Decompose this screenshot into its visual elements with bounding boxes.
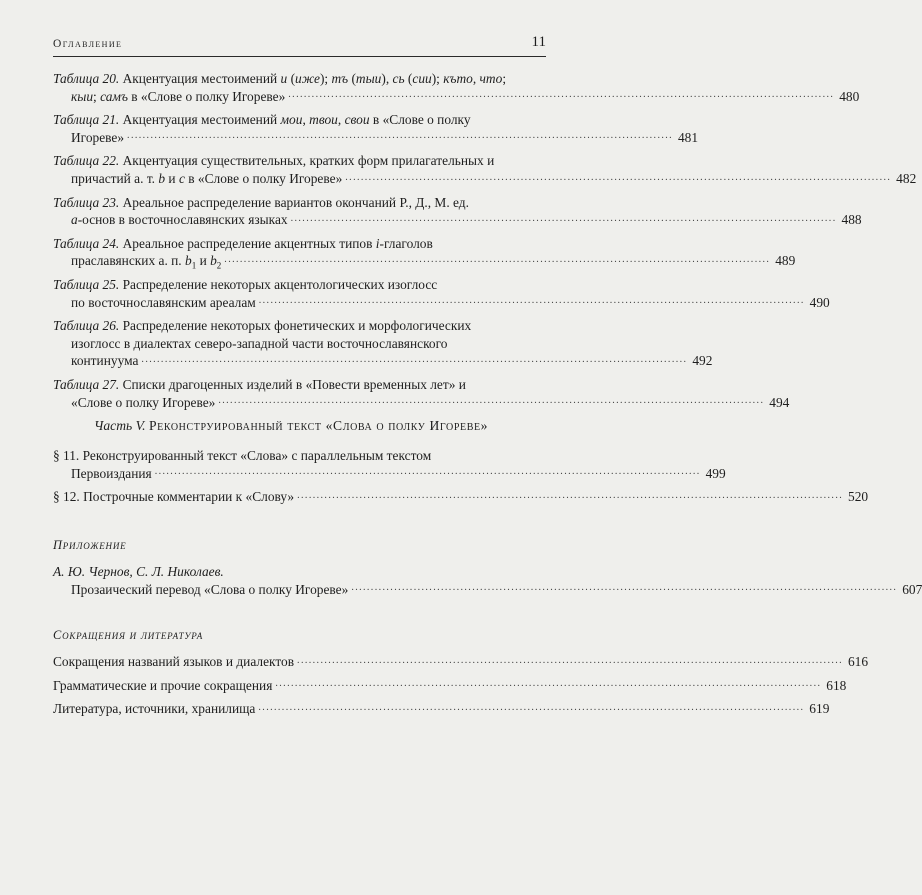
entry-page: 494 <box>769 394 790 410</box>
subscript-run: 1 <box>191 261 197 272</box>
text-run: Акцентуация существительных, кратких форм прилагательных и <box>119 153 495 169</box>
leader-dots: ............................................................................................................................................ <box>127 130 674 142</box>
abbreviations-heading: Сокращения и литература <box>53 628 204 642</box>
text-run: ); <box>319 71 332 86</box>
entry-page: 492 <box>692 353 713 369</box>
table-label: Таблица 20. <box>53 71 120 86</box>
entry-line: § 12. Построчные комментарии к «Слову» <box>53 489 295 505</box>
text-run: континуума <box>71 353 139 369</box>
toc-entry-table-22[interactable] <box>53 152 917 187</box>
italic-run: и <box>280 71 288 86</box>
italic-run: тыи <box>355 71 382 86</box>
italic-run: c <box>178 170 185 186</box>
text-run: Акцентуация местоимений <box>119 71 281 86</box>
toc-entry-table-21[interactable] <box>53 111 699 146</box>
toc-entry-abbr-2[interactable] <box>53 677 847 695</box>
entry-page: 607 <box>902 581 922 597</box>
entry-line: Грамматические и прочие сокращения <box>53 677 273 693</box>
entry-line <box>53 194 548 212</box>
leader-dots: ............................................................................................................................................ <box>258 701 805 713</box>
entry-page: 488 <box>841 212 862 228</box>
text-run: Распределение некоторых акцентологических изоглосс <box>119 276 438 292</box>
leader-dots: ............................................................................................................................................ <box>154 466 701 478</box>
entry-line <box>71 211 288 229</box>
entry-page: 616 <box>847 654 869 669</box>
toc-entry-table-26[interactable] <box>53 317 713 370</box>
italic-run: кыи <box>71 88 94 104</box>
text-run: праславянских а. п. <box>71 253 186 269</box>
part-title: Реконструированный текст «Слова о полку Игореве» <box>148 418 489 433</box>
italic-run: иже <box>295 71 320 86</box>
entry-line <box>71 88 285 106</box>
italic-run: сь <box>392 71 405 86</box>
entry-line: Первоиздания <box>71 465 152 481</box>
text-run: изоглосс в диалектах северо-западной части восточнославянского <box>71 335 448 351</box>
text-run: Распределение некоторых фонетических и морфологических <box>119 318 472 334</box>
entry-page: 482 <box>896 170 917 186</box>
italic-run: b <box>210 253 217 269</box>
italic-run: твои <box>309 112 338 128</box>
text-run: ; <box>502 71 507 86</box>
abbreviations-list <box>53 653 869 724</box>
text-run: в «Слове о полку Игореве» <box>184 170 343 186</box>
leader-dots: ............................................................................................................................................ <box>290 212 837 224</box>
entry-page: 619 <box>809 701 830 717</box>
text-run: и <box>196 253 211 269</box>
toc-entry-abbr-1[interactable] <box>53 653 869 671</box>
toc-entry-abbr-3[interactable] <box>53 700 830 718</box>
entry-line: Сокращения названий языков и диалектов <box>53 654 295 669</box>
italic-run: свои <box>344 112 370 128</box>
toc-entry-table-24[interactable] <box>53 235 796 272</box>
italic-run: b <box>185 253 192 269</box>
running-head <box>53 34 546 57</box>
leader-dots: ............................................................................................................................................ <box>351 582 898 594</box>
text-run: ( <box>287 71 296 86</box>
text-run: Акцентуация местоимений <box>119 112 281 128</box>
entry-line <box>53 376 548 394</box>
entry-page: 618 <box>826 677 847 693</box>
entry-line <box>53 235 548 253</box>
toc-entry-table-25[interactable] <box>53 276 830 311</box>
entry-line <box>71 170 342 188</box>
italic-run: i <box>375 235 380 251</box>
toc-entry-section-11[interactable] <box>53 447 726 482</box>
text-run: , <box>302 112 310 128</box>
italic-run: что <box>479 71 503 86</box>
table-label: Таблица 25. <box>53 276 120 292</box>
leader-dots: ............................................................................................................................................ <box>258 295 805 307</box>
text-run: , <box>337 112 345 128</box>
entry-line: § 11. Реконструированный текст «Слова» с параллельным текстом <box>53 448 432 463</box>
leader-dots: ............................................................................................................................................ <box>224 253 771 265</box>
toc-entry-section-12[interactable] <box>53 488 869 506</box>
entry-line: Литература, источники, хранилища <box>53 701 256 717</box>
text-run: Ареальное распределение вариантов окончаний Р., Д., М. ед. <box>119 194 469 210</box>
entry-page: 480 <box>839 88 860 104</box>
table-label: Таблица 24. <box>53 235 120 251</box>
entry-page: 520 <box>848 489 869 505</box>
text-run: и <box>165 170 179 186</box>
entry-line <box>53 317 548 335</box>
text-run: ); <box>431 71 444 86</box>
entry-line <box>71 394 215 412</box>
toc-entry-table-23[interactable] <box>53 194 862 229</box>
text-run: Игореве» <box>71 129 125 145</box>
entry-line <box>53 276 548 294</box>
leader-dots: ............................................................................................................................................ <box>275 678 822 690</box>
leader-dots: ............................................................................................................................................ <box>345 171 892 183</box>
table-label: Таблица 23. <box>53 194 120 210</box>
text-run: Списки драгоценных изделий в «Повести временных лет» и <box>119 376 466 392</box>
running-head-title: Оглавление <box>53 38 123 50</box>
italic-run: b <box>158 170 166 186</box>
leader-dots: ............................................................................................................................................ <box>297 489 844 501</box>
subscript-run: 2 <box>216 261 222 272</box>
italic-run: самъ <box>100 88 128 104</box>
text-run: в «Слове о полку Игореве» <box>127 88 286 104</box>
table-label: Таблица 22. <box>53 153 120 169</box>
italic-run: a <box>71 212 78 228</box>
text-run: причастий а. т. <box>71 170 159 186</box>
table-label: Таблица 27. <box>53 376 120 392</box>
text-run: ), <box>381 71 393 86</box>
text-run: Ареальное распределение акцентных типов <box>119 235 376 251</box>
text-run: , <box>472 71 480 86</box>
appendix-authors: А. Ю. Чернов, С. Л. Николаев. <box>53 564 224 579</box>
leader-dots: ............................................................................................................................................ <box>218 395 765 407</box>
text-run: ( <box>348 71 356 86</box>
part-heading <box>94 418 488 434</box>
entry-page: 499 <box>705 465 726 481</box>
appendix-heading: Приложение <box>53 538 127 552</box>
toc-entry-table-27[interactable] <box>53 376 790 411</box>
table-label: Таблица 21. <box>53 112 120 128</box>
page-number: 11 <box>531 34 546 50</box>
toc-entry-table-20[interactable] <box>53 70 860 105</box>
appendix-entry[interactable] <box>53 563 922 604</box>
text-run: по восточнославянским ареалам <box>71 294 256 310</box>
text-run: в «Слове о полку <box>369 112 471 128</box>
entry-line <box>53 335 548 353</box>
sections-list <box>53 447 869 512</box>
text-run: ( <box>404 71 413 86</box>
italic-run: сии <box>412 71 432 86</box>
entry-line <box>71 252 221 270</box>
italic-run: тъ <box>331 71 349 86</box>
entry-line <box>71 294 256 312</box>
entry-line <box>53 111 548 129</box>
text-run: «Слове о полку Игореве» <box>71 394 216 410</box>
entry-line <box>71 352 138 370</box>
entry-line <box>53 152 548 170</box>
part-label: Часть V. <box>94 418 146 433</box>
italic-run: мои <box>280 112 303 128</box>
tables-list <box>53 70 917 417</box>
appendix-title: Прозаический перевод «Слова о полку Игореве» <box>71 581 349 597</box>
entry-line <box>53 70 548 88</box>
text-run: ; <box>93 88 101 104</box>
entry-page: 489 <box>775 253 796 269</box>
leader-dots: ............................................................................................................................................ <box>141 353 688 365</box>
entry-page: 490 <box>809 294 830 310</box>
table-label: Таблица 26. <box>53 318 120 334</box>
text-run: -основ в восточнославянских языках <box>77 212 288 228</box>
leader-dots: ............................................................................................................................................ <box>288 89 835 101</box>
leader-dots: ............................................................................................................................................ <box>297 654 844 666</box>
entry-line <box>71 129 124 147</box>
entry-page: 481 <box>677 129 699 145</box>
italic-run: къто <box>443 71 473 86</box>
text-run: -глаголов <box>379 235 433 251</box>
